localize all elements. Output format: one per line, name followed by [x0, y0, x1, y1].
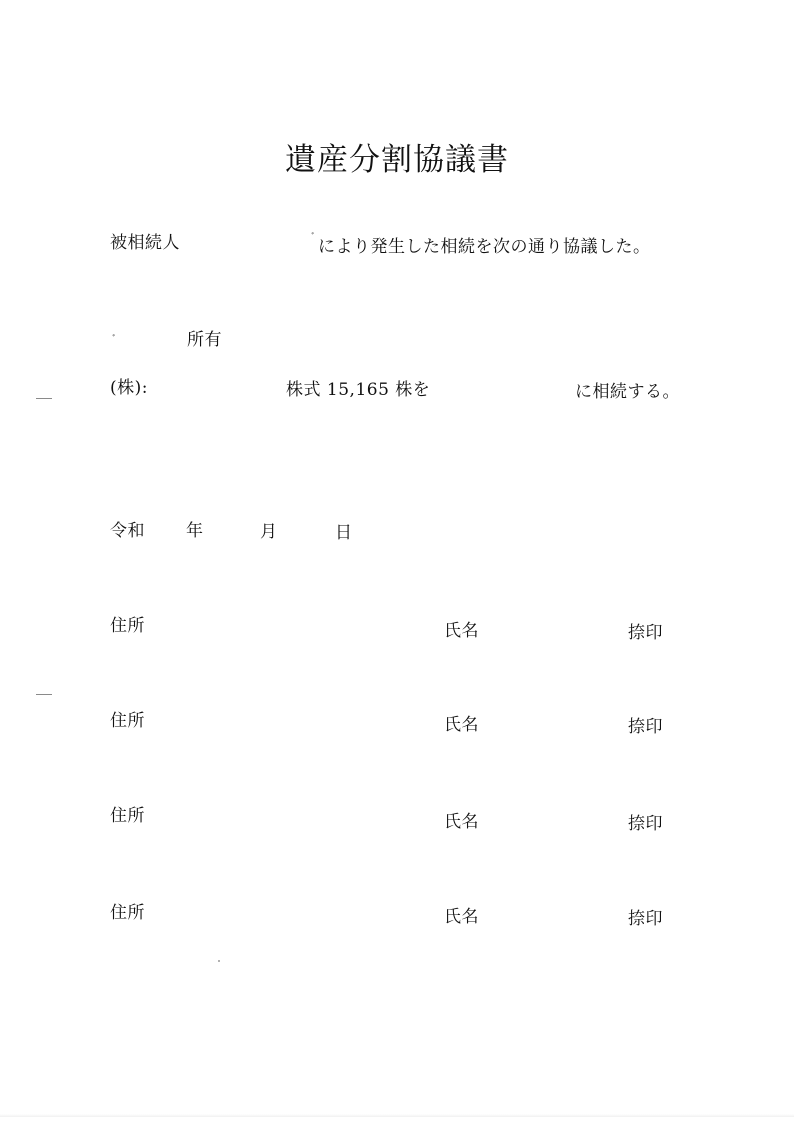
signature-2-address-label: 住所: [110, 711, 145, 731]
signature-1-seal-label: 捺印: [628, 623, 663, 643]
intro-sentence: により発生した相続を次の通り協議した。: [318, 237, 651, 257]
signature-2-seal-label: 捺印: [628, 717, 663, 737]
date-year: 年: [186, 521, 204, 541]
scan-artifact-mark: [36, 398, 52, 399]
signature-4-seal-label: 捺印: [628, 909, 663, 929]
redaction-fragment: ﾞ: [311, 233, 316, 244]
stock-quantity-text: 株式 15,165 株を: [286, 380, 431, 400]
signature-3-seal-label: 捺印: [628, 814, 663, 834]
signature-3-address-label: 住所: [110, 806, 145, 826]
inherit-text: に相続する。: [575, 382, 680, 402]
signature-2-name-label: 氏名: [444, 715, 479, 735]
scan-artifact-dot: [218, 960, 220, 962]
signature-1-name-label: 氏名: [444, 621, 479, 641]
decedent-label: 被相続人: [110, 233, 180, 253]
signature-4-name-label: 氏名: [444, 907, 479, 927]
scan-artifact-mark: [36, 694, 52, 695]
company-label: (株):: [110, 378, 148, 398]
date-month: 月: [260, 522, 278, 542]
signature-1-address-label: 住所: [110, 616, 145, 636]
document-title: 遺産分割協議書: [285, 142, 509, 178]
ownership-text: 所有: [187, 330, 222, 350]
scan-bottom-edge: [0, 1114, 794, 1117]
signature-3-name-label: 氏名: [444, 812, 479, 832]
date-day: 日: [335, 523, 353, 543]
redaction-fragment-mark: ﾞ: [112, 335, 117, 346]
date-era: 令和: [110, 521, 145, 541]
signature-4-address-label: 住所: [110, 903, 145, 923]
